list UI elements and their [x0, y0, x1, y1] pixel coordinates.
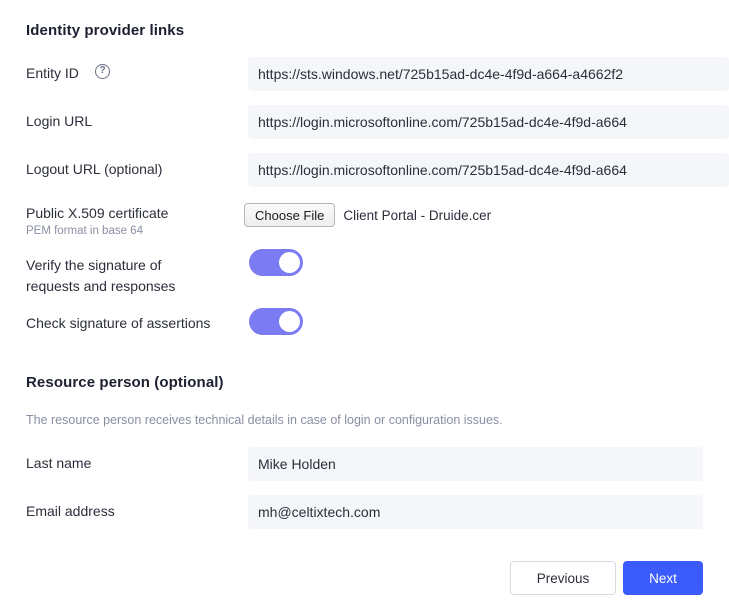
verify-signature-label-line1: Verify the signature of — [26, 257, 162, 273]
verify-signature-label-line2: requests and responses — [26, 278, 176, 294]
resource-person-heading: Resource person (optional) — [26, 374, 224, 391]
certificate-sublabel: PEM format in base 64 — [26, 225, 143, 237]
toggle-knob-icon — [279, 311, 300, 332]
resource-person-description: The resource person receives technical details in case of login or configuration issues. — [26, 413, 503, 427]
last-name-label: Last name — [26, 455, 92, 471]
certificate-file-name: Client Portal - Druide.cer — [343, 207, 492, 223]
next-button[interactable]: Next — [623, 561, 703, 595]
certificate-label: Public X.509 certificate — [26, 205, 169, 221]
question-mark-icon[interactable]: ? — [95, 64, 110, 79]
email-address-label: Email address — [26, 503, 115, 519]
choose-file-button[interactable]: Choose File — [244, 203, 335, 227]
entity-id-label: Entity ID — [26, 65, 79, 81]
logout-url-input[interactable]: https://login.microsoftonline.com/725b15ad-dc4e-4f9d-a664 — [248, 153, 729, 187]
toggle-knob-icon — [279, 252, 300, 273]
login-url-input[interactable]: https://login.microsoftonline.com/725b15ad-dc4e-4f9d-a664 — [248, 105, 729, 139]
check-assertions-toggle[interactable] — [249, 308, 303, 335]
check-assertions-label: Check signature of assertions — [26, 315, 211, 331]
last-name-input[interactable]: Mike Holden — [248, 447, 703, 481]
previous-button[interactable]: Previous — [510, 561, 616, 595]
login-url-label: Login URL — [26, 113, 93, 129]
entity-id-input[interactable]: https://sts.windows.net/725b15ad-dc4e-4f9d-a664-a4662f2 — [248, 57, 729, 91]
identity-provider-links-heading: Identity provider links — [26, 22, 185, 39]
email-address-input[interactable]: mh@celtixtech.com — [248, 495, 703, 529]
logout-url-label: Logout URL (optional) — [26, 161, 163, 177]
verify-signature-toggle[interactable] — [249, 249, 303, 276]
certificate-file-row — [244, 203, 491, 227]
